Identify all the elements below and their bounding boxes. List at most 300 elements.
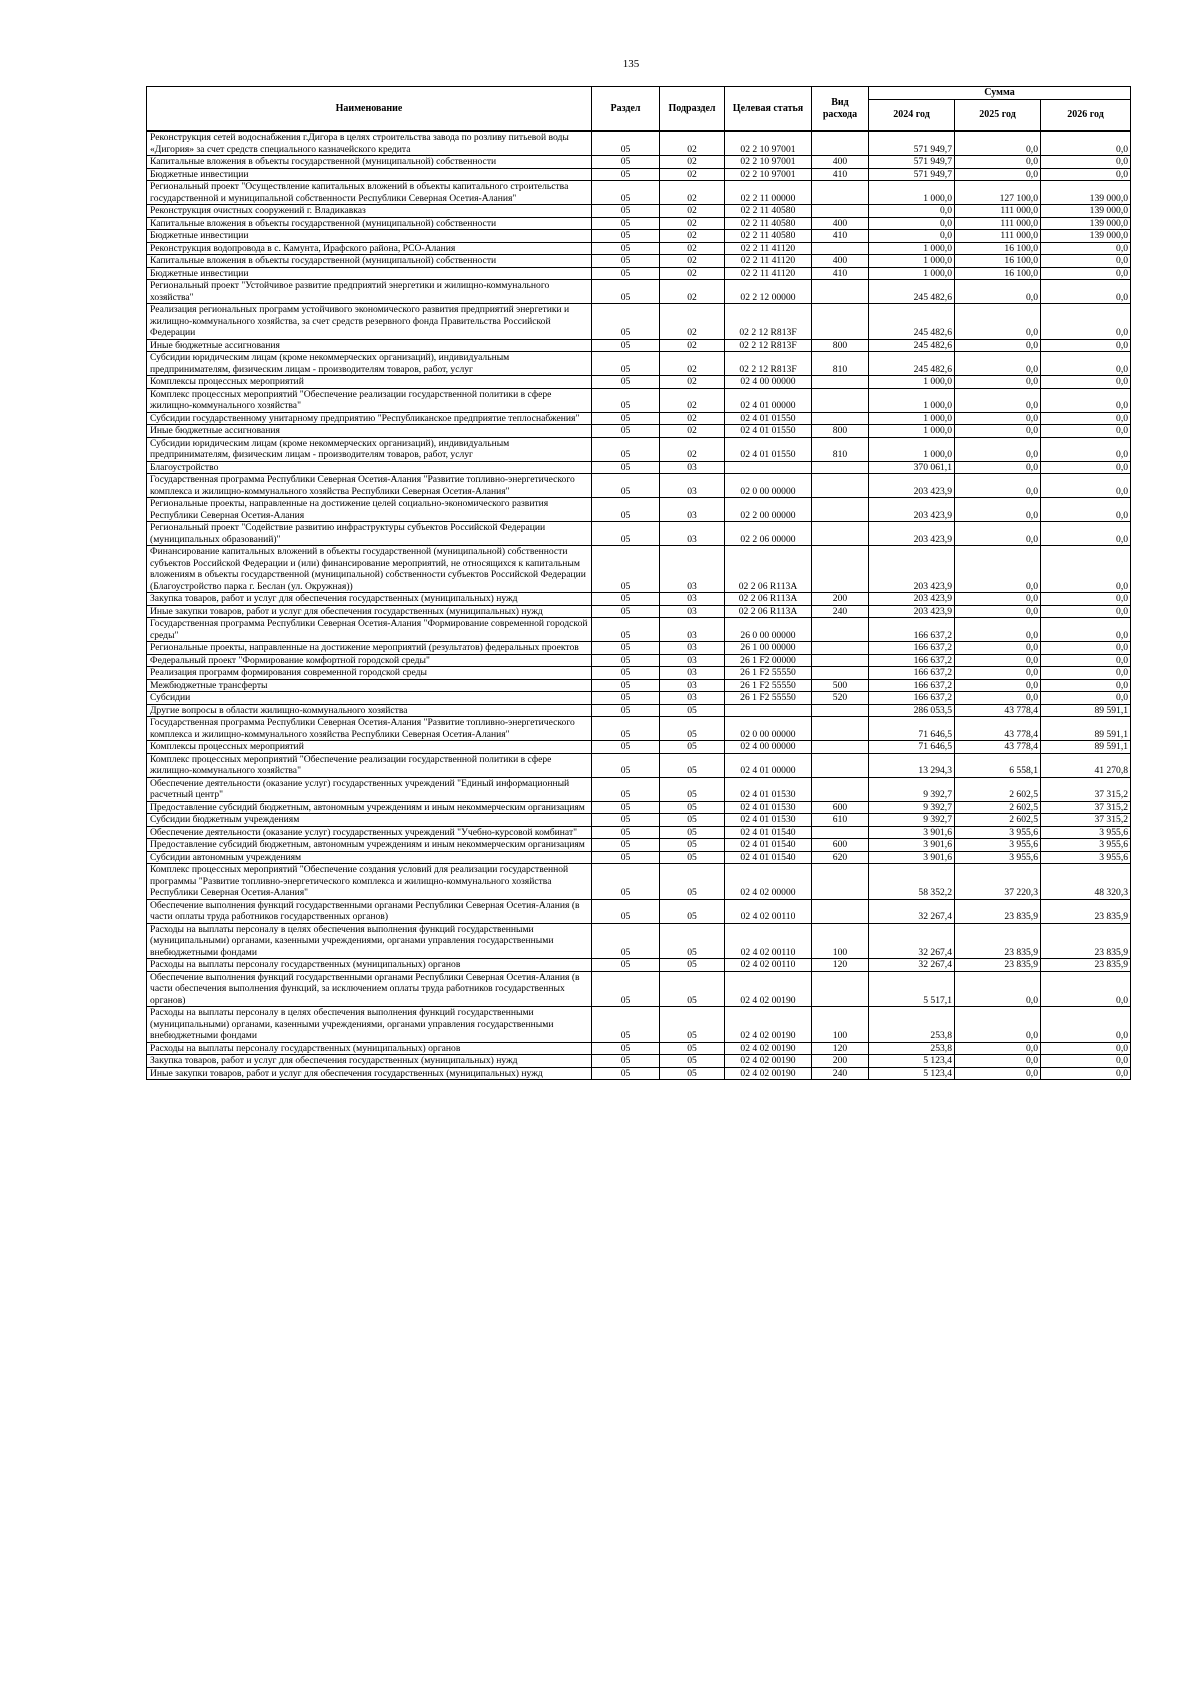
cell-2024: 3 901,6 (869, 839, 955, 852)
cell-2026: 0,0 (1041, 352, 1131, 376)
cell-name: Субсидии юридическим лицам (кроме некоммерческих организаций), индивидуальным предпринимателям, физическим лицам - производителям товаров, работ, услуг (147, 352, 592, 376)
cell-2025: 0,0 (955, 280, 1041, 304)
cell-name: Расходы на выплаты персоналу государственных (муниципальных) органов (147, 959, 592, 972)
cell-target: 02 4 02 00110 (725, 959, 812, 972)
cell-name: Иные закупки товаров, работ и услуг для обеспечения государственных (муниципальных) нужд (147, 605, 592, 618)
cell-expense-type: 800 (812, 339, 869, 352)
cell-name: Предоставление субсидий бюджетным, автономным учреждениям и иным некоммерческим организациям (147, 801, 592, 814)
cell-expense-type: 240 (812, 605, 869, 618)
cell-subsection: 02 (660, 267, 725, 280)
cell-section: 05 (592, 717, 660, 741)
cell-2025: 0,0 (955, 352, 1041, 376)
cell-2024: 1 000,0 (869, 412, 955, 425)
cell-2026: 0,0 (1041, 437, 1131, 461)
table-row (147, 1055, 1131, 1068)
cell-2026: 139 000,0 (1041, 230, 1131, 243)
cell-2024: 370 061,1 (869, 461, 955, 474)
cell-2026: 0,0 (1041, 618, 1131, 642)
cell-expense-type (812, 522, 869, 546)
cell-section: 05 (592, 851, 660, 864)
cell-target: 02 4 01 01530 (725, 777, 812, 801)
header-subsection: Подраздел (660, 87, 725, 132)
cell-expense-type (812, 388, 869, 412)
cell-subsection: 05 (660, 753, 725, 777)
table-row (147, 753, 1131, 777)
cell-section: 05 (592, 971, 660, 1007)
header-target: Целевая статья (725, 87, 812, 132)
cell-2024: 9 392,7 (869, 777, 955, 801)
table-row (147, 280, 1131, 304)
cell-target: 02 4 02 00190 (725, 971, 812, 1007)
cell-subsection: 05 (660, 1055, 725, 1068)
cell-expense-type (812, 461, 869, 474)
cell-2024: 5 123,4 (869, 1067, 955, 1080)
cell-section: 05 (592, 498, 660, 522)
cell-name: Государственная программа Республики Северная Осетия-Алания "Развитие топливно-энергетического комплекса и жилищно-коммунального хозяйства Республики Северная Осетия-Алания" (147, 474, 592, 498)
cell-target: 26 1 F2 55550 (725, 667, 812, 680)
table-row (147, 605, 1131, 618)
cell-name: Обеспечение выполнения функций государственными органами Республики Северная Осетия-Алания (в части обеспечения выполнения функций, за исключением оплаты труда работников государственных органов) (147, 971, 592, 1007)
table-row (147, 692, 1131, 705)
cell-expense-type (812, 280, 869, 304)
cell-expense-type (812, 642, 869, 655)
cell-name: Региональный проект "Содействие развитию инфраструктуры субъектов Российской Федерации (муниципальных образований)" (147, 522, 592, 546)
cell-target: 02 4 01 01530 (725, 814, 812, 827)
cell-2025: 6 558,1 (955, 753, 1041, 777)
cell-name: Реализация региональных программ устойчивого экономического развития предприятий энергетики и жилищно-коммунального хозяйства, за счет средств резервного фонда Правительства Российской Федерации (147, 304, 592, 340)
cell-2025: 3 955,6 (955, 826, 1041, 839)
cell-2026: 0,0 (1041, 498, 1131, 522)
cell-section: 05 (592, 899, 660, 923)
cell-2026: 0,0 (1041, 654, 1131, 667)
table-row (147, 899, 1131, 923)
cell-subsection: 02 (660, 217, 725, 230)
cell-name: Региональные проекты, направленные на достижение целей социально-экономического развития Республики Северная Осетия-Алания (147, 498, 592, 522)
cell-target: 02 4 01 00000 (725, 388, 812, 412)
table-row (147, 217, 1131, 230)
cell-2024: 71 646,5 (869, 717, 955, 741)
cell-expense-type (812, 498, 869, 522)
cell-subsection: 05 (660, 899, 725, 923)
cell-2025: 0,0 (955, 412, 1041, 425)
cell-section: 05 (592, 839, 660, 852)
cell-expense-type: 200 (812, 1055, 869, 1068)
cell-name: Финансирование капитальных вложений в объекты государственной (муниципальной) собственности субъектов Российской Федерации и (или) финансирование мероприятий, не относящихся к капитальным вложениям в объекты государственной (муниципальной) собственности субъектов Российской Федерации (Благоустройство парка г. Беслан (ул. Окружная)) (147, 546, 592, 593)
cell-2026: 0,0 (1041, 522, 1131, 546)
cell-2026: 0,0 (1041, 242, 1131, 255)
cell-expense-type: 120 (812, 959, 869, 972)
cell-2024: 1 000,0 (869, 242, 955, 255)
cell-subsection: 03 (660, 605, 725, 618)
cell-name: Субсидии юридическим лицам (кроме некоммерческих организаций), индивидуальным предпринимателям, физическим лицам - производителям товаров, работ, услуг (147, 437, 592, 461)
cell-name: Иные бюджетные ассигнования (147, 425, 592, 438)
cell-expense-type (812, 304, 869, 340)
cell-section: 05 (592, 181, 660, 205)
cell-subsection: 05 (660, 826, 725, 839)
cell-subsection: 02 (660, 205, 725, 218)
cell-2025: 0,0 (955, 971, 1041, 1007)
table-row (147, 1007, 1131, 1043)
cell-2024: 203 423,9 (869, 593, 955, 606)
cell-subsection: 05 (660, 971, 725, 1007)
cell-section: 05 (592, 1055, 660, 1068)
cell-2026: 0,0 (1041, 267, 1131, 280)
cell-2025: 111 000,0 (955, 205, 1041, 218)
header-name: Наименование (147, 87, 592, 132)
table-row (147, 474, 1131, 498)
cell-2025: 111 000,0 (955, 230, 1041, 243)
table-row (147, 923, 1131, 959)
cell-2024: 9 392,7 (869, 801, 955, 814)
cell-subsection: 03 (660, 546, 725, 593)
header-section: Раздел (592, 87, 660, 132)
cell-2024: 32 267,4 (869, 923, 955, 959)
cell-target: 02 4 01 01530 (725, 801, 812, 814)
cell-name: Реконструкция сетей водоснабжения г.Дигора в целях строительства завода по розливу питьевой воды «Дигория» за счет средств специального казначейского кредита (147, 131, 592, 156)
cell-2026: 37 315,2 (1041, 801, 1131, 814)
cell-subsection: 02 (660, 304, 725, 340)
cell-2025: 0,0 (955, 522, 1041, 546)
cell-expense-type: 120 (812, 1042, 869, 1055)
cell-2025: 23 835,9 (955, 959, 1041, 972)
table-row (147, 498, 1131, 522)
cell-target: 02 4 01 01550 (725, 425, 812, 438)
table-row (147, 352, 1131, 376)
cell-name: Комплекс процессных мероприятий "Обеспечение реализации государственной политики в сфере жилищно-коммунального хозяйства" (147, 753, 592, 777)
cell-name: Капитальные вложения в объекты государственной (муниципальной) собственности (147, 255, 592, 268)
cell-name: Субсидии государственному унитарному предприятию "Республиканское предприятие теплоснабжения" (147, 412, 592, 425)
cell-target (725, 704, 812, 717)
cell-2026: 89 591,1 (1041, 704, 1131, 717)
cell-2024: 245 482,6 (869, 339, 955, 352)
cell-expense-type: 600 (812, 801, 869, 814)
cell-target: 02 4 01 01540 (725, 826, 812, 839)
cell-target: 26 1 F2 00000 (725, 654, 812, 667)
cell-expense-type: 810 (812, 437, 869, 461)
cell-2025: 3 955,6 (955, 851, 1041, 864)
cell-subsection: 03 (660, 522, 725, 546)
cell-subsection: 03 (660, 654, 725, 667)
table-row (147, 801, 1131, 814)
cell-expense-type (812, 864, 869, 900)
cell-section: 05 (592, 923, 660, 959)
cell-subsection: 05 (660, 851, 725, 864)
table-row (147, 181, 1131, 205)
cell-2025: 0,0 (955, 437, 1041, 461)
table-row (147, 864, 1131, 900)
cell-2024: 203 423,9 (869, 498, 955, 522)
table-row (147, 839, 1131, 852)
cell-name: Межбюджетные трансферты (147, 679, 592, 692)
cell-target: 02 4 02 00190 (725, 1042, 812, 1055)
cell-expense-type (812, 376, 869, 389)
table-row (147, 593, 1131, 606)
cell-name: Иные закупки товаров, работ и услуг для обеспечения государственных (муниципальных) нужд (147, 1067, 592, 1080)
cell-2026: 41 270,8 (1041, 753, 1131, 777)
cell-target: 26 0 00 00000 (725, 618, 812, 642)
cell-2026: 0,0 (1041, 1007, 1131, 1043)
cell-expense-type (812, 654, 869, 667)
cell-name: Субсидии (147, 692, 592, 705)
cell-subsection: 02 (660, 230, 725, 243)
cell-expense-type: 800 (812, 425, 869, 438)
cell-2024: 1 000,0 (869, 181, 955, 205)
cell-name: Государственная программа Республики Северная Осетия-Алания "Формирование современной городской среды" (147, 618, 592, 642)
cell-name: Субсидии бюджетным учреждениям (147, 814, 592, 827)
cell-section: 05 (592, 593, 660, 606)
cell-2024: 1 000,0 (869, 437, 955, 461)
cell-name: Бюджетные инвестиции (147, 230, 592, 243)
cell-2026: 0,0 (1041, 280, 1131, 304)
table-row (147, 168, 1131, 181)
table-row (147, 654, 1131, 667)
cell-expense-type: 410 (812, 267, 869, 280)
cell-2024: 0,0 (869, 230, 955, 243)
cell-target: 02 4 00 00000 (725, 741, 812, 754)
cell-2026: 3 955,6 (1041, 826, 1131, 839)
cell-name: Иные бюджетные ассигнования (147, 339, 592, 352)
cell-target: 26 1 00 00000 (725, 642, 812, 655)
cell-2026: 0,0 (1041, 546, 1131, 593)
cell-expense-type: 400 (812, 217, 869, 230)
cell-expense-type (812, 826, 869, 839)
table-row (147, 959, 1131, 972)
table-row (147, 851, 1131, 864)
cell-2026: 23 835,9 (1041, 923, 1131, 959)
cell-name: Субсидии автономным учреждениям (147, 851, 592, 864)
cell-target: 02 4 01 01550 (725, 412, 812, 425)
table-row (147, 461, 1131, 474)
cell-expense-type (812, 181, 869, 205)
cell-2024: 13 294,3 (869, 753, 955, 777)
cell-section: 05 (592, 461, 660, 474)
cell-subsection: 02 (660, 280, 725, 304)
cell-name: Капитальные вложения в объекты государственной (муниципальной) собственности (147, 217, 592, 230)
cell-2025: 43 778,4 (955, 704, 1041, 717)
cell-2026: 23 835,9 (1041, 899, 1131, 923)
cell-section: 05 (592, 826, 660, 839)
cell-section: 05 (592, 618, 660, 642)
cell-subsection: 03 (660, 498, 725, 522)
header-sum: Сумма (869, 87, 1131, 100)
cell-2026: 139 000,0 (1041, 205, 1131, 218)
cell-section: 05 (592, 692, 660, 705)
table-row (147, 679, 1131, 692)
cell-target: 02 4 01 01540 (725, 851, 812, 864)
cell-name: Обеспечение деятельности (оказание услуг) государственных учреждений "Учебно-курсовой комбинат" (147, 826, 592, 839)
cell-subsection: 02 (660, 425, 725, 438)
cell-2026: 0,0 (1041, 1042, 1131, 1055)
cell-target: 02 4 02 00110 (725, 899, 812, 923)
cell-subsection: 03 (660, 679, 725, 692)
cell-2024: 166 637,2 (869, 667, 955, 680)
cell-target: 02 2 12 00000 (725, 280, 812, 304)
cell-2026: 0,0 (1041, 304, 1131, 340)
cell-subsection: 02 (660, 168, 725, 181)
cell-subsection: 03 (660, 667, 725, 680)
cell-2025: 0,0 (955, 1055, 1041, 1068)
table-row (147, 339, 1131, 352)
cell-section: 05 (592, 801, 660, 814)
cell-2024: 166 637,2 (869, 654, 955, 667)
cell-section: 05 (592, 546, 660, 593)
cell-subsection: 05 (660, 801, 725, 814)
table-row (147, 156, 1131, 169)
cell-subsection: 05 (660, 704, 725, 717)
cell-2024: 32 267,4 (869, 959, 955, 972)
cell-target: 02 2 06 R113A (725, 605, 812, 618)
cell-2024: 0,0 (869, 205, 955, 218)
cell-2026: 0,0 (1041, 692, 1131, 705)
cell-2024: 245 482,6 (869, 352, 955, 376)
cell-expense-type (812, 753, 869, 777)
cell-expense-type (812, 667, 869, 680)
table-row (147, 667, 1131, 680)
cell-expense-type: 410 (812, 230, 869, 243)
cell-2026: 0,0 (1041, 593, 1131, 606)
cell-2025: 3 955,6 (955, 839, 1041, 852)
cell-2024: 166 637,2 (869, 618, 955, 642)
cell-section: 05 (592, 437, 660, 461)
table-row (147, 425, 1131, 438)
cell-expense-type (812, 741, 869, 754)
cell-target: 02 2 12 R813F (725, 352, 812, 376)
cell-2025: 43 778,4 (955, 741, 1041, 754)
header-year-2024: 2024 год (869, 100, 955, 132)
cell-name: Комплексы процессных мероприятий (147, 741, 592, 754)
cell-2025: 0,0 (955, 692, 1041, 705)
table-row (147, 971, 1131, 1007)
cell-section: 05 (592, 474, 660, 498)
cell-subsection: 03 (660, 642, 725, 655)
cell-expense-type (812, 717, 869, 741)
table-row (147, 1067, 1131, 1080)
cell-2026: 139 000,0 (1041, 217, 1131, 230)
cell-subsection: 05 (660, 777, 725, 801)
table-row (147, 230, 1131, 243)
cell-subsection: 02 (660, 131, 725, 156)
cell-subsection: 05 (660, 1007, 725, 1043)
cell-2024: 571 949,7 (869, 131, 955, 156)
cell-2024: 166 637,2 (869, 692, 955, 705)
cell-2025: 111 000,0 (955, 217, 1041, 230)
header-year-2025: 2025 год (955, 100, 1041, 132)
cell-name: Бюджетные инвестиции (147, 168, 592, 181)
cell-expense-type (812, 242, 869, 255)
cell-2026: 37 315,2 (1041, 814, 1131, 827)
cell-expense-type: 100 (812, 1007, 869, 1043)
table-row (147, 1042, 1131, 1055)
cell-name: Региональный проект "Осуществление капитальных вложений в объекты капитального строительства государственной и муниципальной собственности Республики Северная Осетия-Алания" (147, 181, 592, 205)
cell-2025: 0,0 (955, 474, 1041, 498)
cell-2024: 253,8 (869, 1007, 955, 1043)
cell-expense-type (812, 474, 869, 498)
cell-section: 05 (592, 242, 660, 255)
table-row (147, 741, 1131, 754)
table-row (147, 437, 1131, 461)
cell-section: 05 (592, 352, 660, 376)
cell-target: 26 1 F2 55550 (725, 692, 812, 705)
cell-expense-type: 810 (812, 352, 869, 376)
cell-target: 02 2 12 R813F (725, 304, 812, 340)
cell-subsection: 02 (660, 156, 725, 169)
table-row (147, 412, 1131, 425)
cell-2025: 2 602,5 (955, 814, 1041, 827)
cell-2025: 16 100,0 (955, 267, 1041, 280)
cell-section: 05 (592, 168, 660, 181)
cell-2026: 0,0 (1041, 412, 1131, 425)
cell-2026: 0,0 (1041, 667, 1131, 680)
cell-2024: 9 392,7 (869, 814, 955, 827)
cell-2026: 139 000,0 (1041, 181, 1131, 205)
cell-name: Комплекс процессных мероприятий "Обеспечение реализации государственной политики в сфере жилищно-коммунального хозяйства" (147, 388, 592, 412)
cell-subsection: 03 (660, 474, 725, 498)
cell-target: 02 2 12 R813F (725, 339, 812, 352)
cell-section: 05 (592, 304, 660, 340)
cell-2026: 0,0 (1041, 255, 1131, 268)
cell-2026: 0,0 (1041, 474, 1131, 498)
cell-section: 05 (592, 131, 660, 156)
cell-name: Реконструкция водопровода в с. Камунта, Ирафского района, РСО-Алания (147, 242, 592, 255)
cell-expense-type: 200 (812, 593, 869, 606)
cell-subsection: 03 (660, 618, 725, 642)
cell-subsection: 05 (660, 814, 725, 827)
cell-section: 05 (592, 388, 660, 412)
cell-2024: 71 646,5 (869, 741, 955, 754)
cell-2024: 3 901,6 (869, 851, 955, 864)
cell-name: Региональный проект "Устойчивое развитие предприятий энергетики и жилищно-коммунального хозяйства" (147, 280, 592, 304)
cell-subsection: 02 (660, 352, 725, 376)
cell-target: 02 4 02 00190 (725, 1007, 812, 1043)
cell-2026: 23 835,9 (1041, 959, 1131, 972)
cell-2026: 0,0 (1041, 605, 1131, 618)
cell-2026: 3 955,6 (1041, 851, 1131, 864)
cell-2025: 0,0 (955, 642, 1041, 655)
cell-2024: 166 637,2 (869, 642, 955, 655)
cell-name: Комплекс процессных мероприятий "Обеспечение создания условий для реализации государственной программы "Развитие топливно-энергетического комплекса и жилищно-коммунального хозяйства Республики Северная Осетия-Алания" (147, 864, 592, 900)
cell-2025: 0,0 (955, 654, 1041, 667)
cell-2025: 0,0 (955, 425, 1041, 438)
cell-2024: 1 000,0 (869, 376, 955, 389)
cell-section: 05 (592, 741, 660, 754)
cell-2026: 0,0 (1041, 425, 1131, 438)
cell-name: Закупка товаров, работ и услуг для обеспечения государственных (муниципальных) нужд (147, 1055, 592, 1068)
cell-target: 02 0 00 00000 (725, 474, 812, 498)
table-row (147, 704, 1131, 717)
cell-subsection: 02 (660, 412, 725, 425)
cell-target: 02 4 02 00000 (725, 864, 812, 900)
cell-2025: 0,0 (955, 593, 1041, 606)
cell-section: 05 (592, 376, 660, 389)
cell-2025: 16 100,0 (955, 255, 1041, 268)
cell-2025: 127 100,0 (955, 181, 1041, 205)
cell-2026: 0,0 (1041, 679, 1131, 692)
cell-section: 05 (592, 267, 660, 280)
page-number: 135 (622, 58, 640, 70)
cell-2024: 5 517,1 (869, 971, 955, 1007)
cell-2026: 0,0 (1041, 131, 1131, 156)
table-row (147, 242, 1131, 255)
cell-2025: 0,0 (955, 461, 1041, 474)
header-year-2026: 2026 год (1041, 100, 1131, 132)
cell-2024: 203 423,9 (869, 605, 955, 618)
cell-2025: 0,0 (955, 667, 1041, 680)
table-body (147, 131, 1131, 1080)
cell-subsection: 05 (660, 839, 725, 852)
cell-section: 05 (592, 605, 660, 618)
cell-2026: 89 591,1 (1041, 741, 1131, 754)
cell-name: Реализация программ формирования современной городской среды (147, 667, 592, 680)
